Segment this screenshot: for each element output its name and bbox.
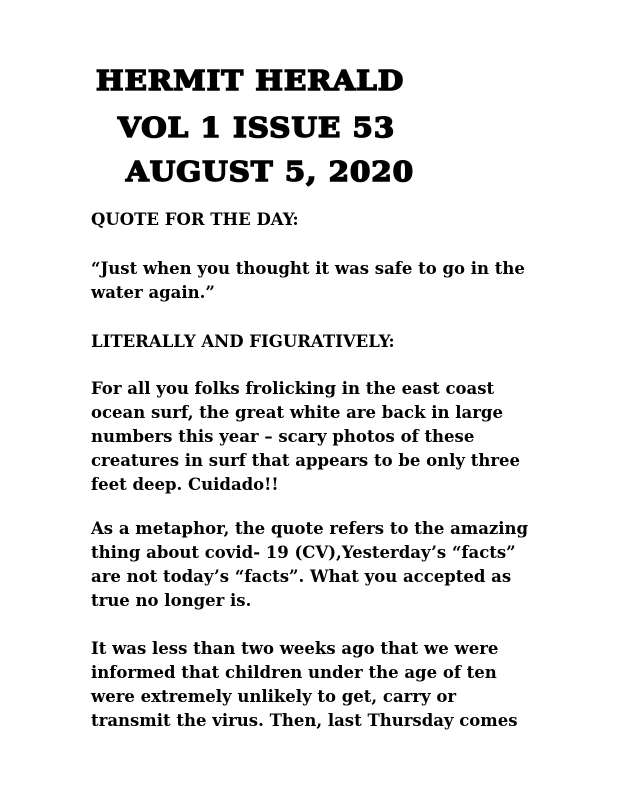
paragraph-children: It was less than two weeks ago that we were informed that children under the age of ten were extremely unlikely to get, carry or transmit the virus. Then, last Thursday comes bbox=[91, 639, 518, 730]
quote-text: “Just when you thought it was safe to go in the water again.” bbox=[91, 259, 525, 302]
section-heading: LITERALLY AND FIGURATIVELY: bbox=[91, 332, 395, 351]
volume-issue: VOL 1 ISSUE 53 bbox=[118, 113, 396, 144]
issue-date: AUGUST 5, 2020 bbox=[126, 157, 415, 188]
quote-heading: QUOTE FOR THE DAY: bbox=[91, 210, 299, 229]
paragraph-shark: For all you folks frolicking in the east coast ocean surf, the great white are back in large numbers this year – scary photos of these creatures in surf that appears to be only three feet deep. Cuidado!! bbox=[91, 379, 521, 494]
newsletter-title: HERMIT HERALD bbox=[96, 66, 405, 97]
paragraph-metaphor: As a metaphor, the quote refers to the amazing thing about covid- 19 (CV),Yesterday’s “facts” are not today’s “facts”. What you accepted as true no longer is. bbox=[91, 519, 529, 610]
